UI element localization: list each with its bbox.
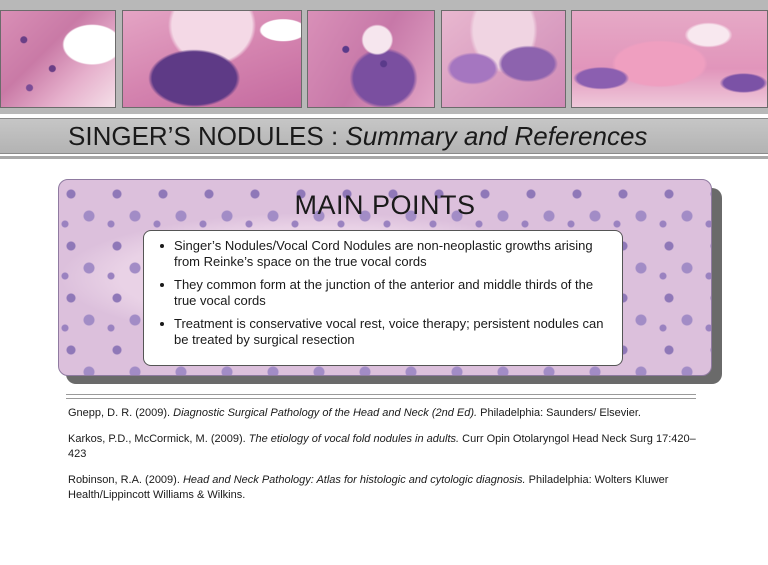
histology-thumbnail-4 <box>441 10 566 108</box>
references-divider <box>66 394 696 399</box>
histology-thumbnail-5 <box>571 10 768 108</box>
page-title-main: SINGER’S NODULES : <box>68 121 346 151</box>
reference-publisher: Curr Opin Otolaryngol Head Neck Surg 17:420–423 <box>68 433 696 460</box>
reference-item <box>68 432 708 462</box>
references-list <box>68 406 708 514</box>
reference-publisher: Philadelphia: Wolters Kluwer Health/Lippincott Williams & Wilkins. <box>68 474 669 501</box>
histology-thumbnail-3 <box>307 10 435 108</box>
reference-title: Diagnostic Surgical Pathology of the Head and Neck (2nd Ed). <box>173 407 478 419</box>
title-divider <box>0 156 768 159</box>
page-title-subtitle: Summary and References <box>345 121 648 151</box>
main-points-heading: MAIN POINTS <box>294 190 476 220</box>
main-point-item: They common form at the junction of the anterior and middle thirds of the true vocal cords <box>160 277 612 309</box>
reference-title: The etiology of vocal fold nodules in adults. <box>248 433 460 445</box>
reference-authors: Karkos, P.D., McCormick, M. (2009). <box>68 433 249 445</box>
histology-image-strip <box>0 0 768 114</box>
page-title <box>68 119 647 153</box>
histology-thumbnail-2 <box>122 10 302 108</box>
reference-title: Head and Neck Pathology: Atlas for histologic and cytologic diagnosis. <box>182 474 526 486</box>
reference-publisher: Philadelphia: Saunders/ Elsevier. <box>477 407 641 419</box>
histology-thumbnail-1 <box>0 10 116 108</box>
reference-item <box>68 473 708 503</box>
reference-authors: Robinson, R.A. (2009). <box>68 474 183 486</box>
main-point-item: Treatment is conservative vocal rest, voice therapy; persistent nodules can be treated by surgical resection <box>160 316 612 348</box>
main-points-list <box>160 238 612 355</box>
main-point-item: Singer’s Nodules/Vocal Cord Nodules are non-neoplastic growths arising from Reinke’s space on the true vocal cords <box>160 238 612 270</box>
reference-authors: Gnepp, D. R. (2009). <box>68 407 174 419</box>
reference-item <box>68 406 708 421</box>
